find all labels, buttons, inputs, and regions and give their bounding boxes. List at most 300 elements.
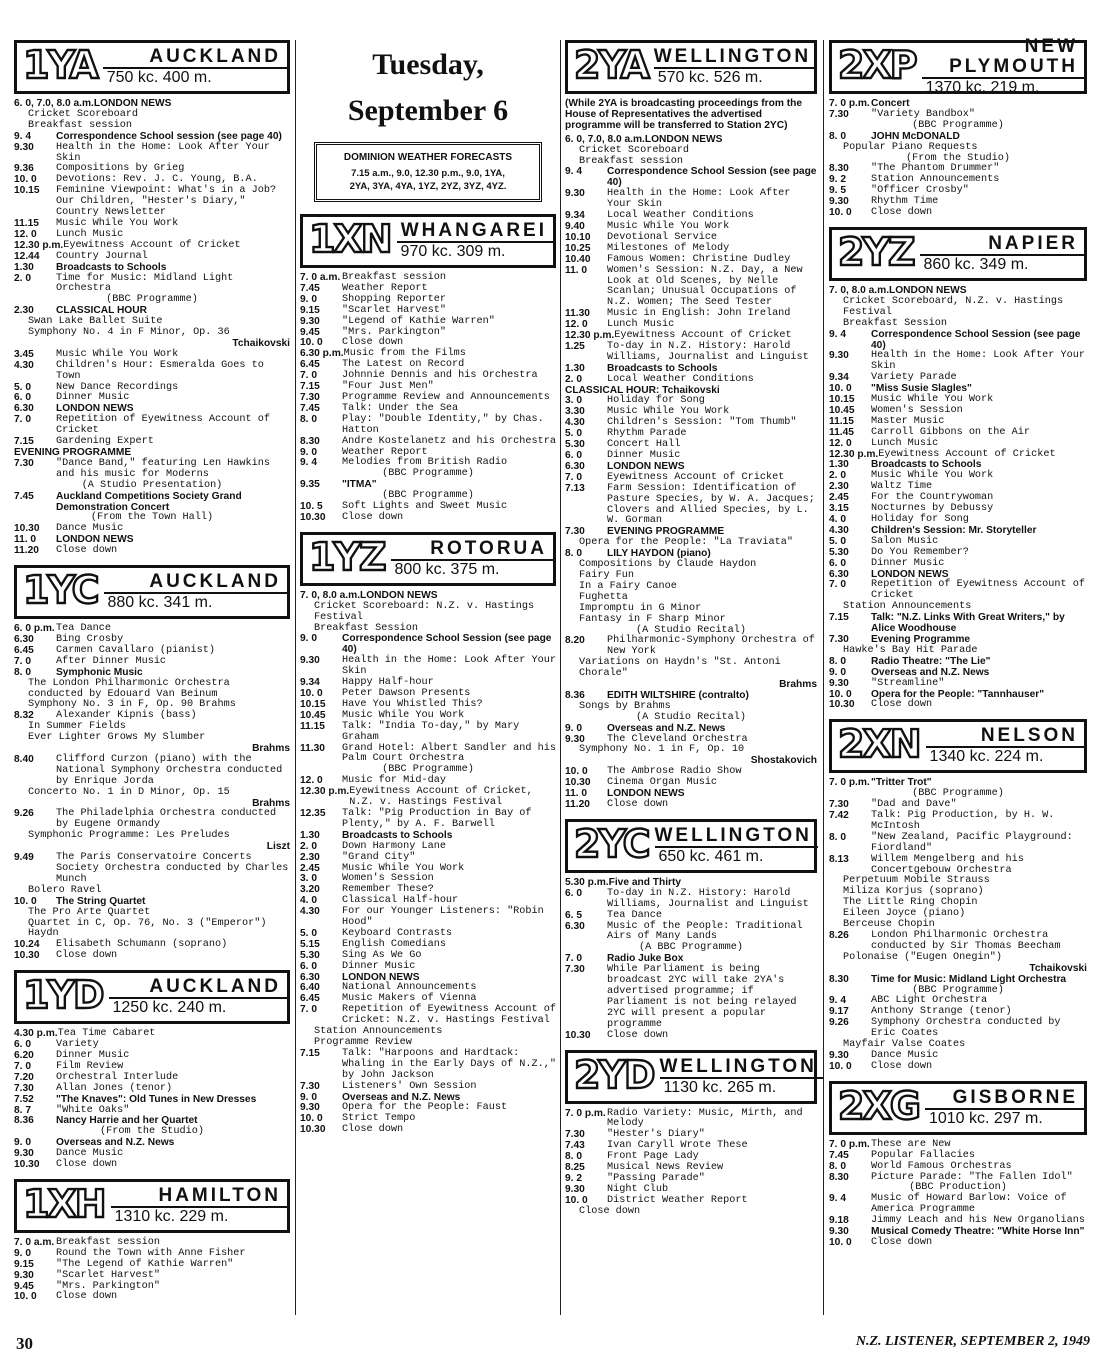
- programme-time: 2.30: [829, 481, 849, 493]
- programme-title: Night Club: [607, 1183, 669, 1195]
- programme-time: 8. 0: [14, 666, 31, 678]
- programme-time: 5.30: [565, 439, 585, 451]
- composer-name: Shostakovich: [750, 755, 817, 767]
- programme-entry: [829, 526, 1087, 537]
- programme-title: Close down: [607, 1029, 669, 1041]
- programme-time: 12. 0: [14, 228, 37, 240]
- programme-detail: Opera for the People: "La Traviata": [579, 537, 793, 549]
- programme-title: Country Journal: [56, 250, 148, 262]
- station-info: [99, 43, 287, 91]
- programme-time: 12.30 p.m.: [300, 786, 350, 798]
- programme-time: 3.20: [300, 884, 320, 896]
- station-frequency: 800 kc. 375 m.: [391, 559, 553, 579]
- programme-title: Carroll Gibbons on the Air: [871, 426, 1030, 438]
- programme-time: 7.15: [300, 381, 320, 393]
- station-frequency: 1130 kc. 265 m.: [660, 1077, 823, 1097]
- programme-time: 7.30: [565, 964, 585, 976]
- programme-credit: (BBC Programme): [912, 119, 1004, 131]
- programme-title: LONDON NEWS: [644, 133, 723, 145]
- programme-time: 8.30: [300, 435, 320, 447]
- programme-title: Farm Session: Identification of Pasture Species, by W. A. Jacques; Clovers and Allied Species, by L. W. Gorman: [607, 482, 815, 527]
- programme-title: Shopping Reporter: [342, 293, 446, 305]
- programme-title: "Mrs. Parkington": [342, 326, 446, 338]
- programme-entry: [565, 375, 817, 386]
- programme-time: 1.30: [829, 459, 849, 471]
- programme-title: Lunch Music: [871, 437, 939, 449]
- programme-title: "Scarlet Harvest": [342, 304, 446, 316]
- programme-time: 9.26: [829, 1017, 849, 1029]
- programme-title: Milestones of Melody: [607, 242, 730, 254]
- programme-entry: [829, 700, 1087, 711]
- programme-title: Close down: [871, 207, 933, 219]
- programme-time: 9.30: [829, 196, 849, 208]
- programme-time: 8.30: [829, 973, 849, 985]
- programme-time: 9. 0: [300, 293, 317, 305]
- programme-time: 9. 5: [829, 185, 846, 197]
- programme-entry: [300, 317, 556, 328]
- programme-entry: [14, 186, 290, 219]
- programme-title: The Paris Conservatoire Concerts Society Orchestra conducted by Charles Munch: [56, 852, 289, 885]
- programme-title: English Comedians: [342, 938, 446, 950]
- programme-time: 9. 0: [300, 633, 317, 645]
- programme-title: Happy Half-hour: [342, 677, 434, 689]
- programme-time: 10.45: [300, 709, 326, 721]
- programme-title: Film Review: [56, 1060, 124, 1072]
- programme-detail: Cricket Scoreboard, N.Z. v. Hastings Festival: [843, 295, 1064, 318]
- column-divider: [295, 40, 296, 1315]
- programme-title: LONDON NEWS: [871, 568, 949, 580]
- programme-title: Ivan Caryll Wrote These: [607, 1140, 748, 1152]
- programme-detail: The Little Ring Chopin: [843, 897, 978, 909]
- programme-detail: Symphony No. 3 in F, Op. 90 Brahms: [28, 699, 236, 711]
- station-header: [300, 532, 556, 586]
- programme-time: 9. 4: [300, 457, 317, 469]
- programme-title: Close down: [56, 1291, 118, 1303]
- programme-time: 8. 0: [565, 548, 582, 560]
- programme-entry: [14, 1095, 290, 1106]
- programme-detail: The London Philharmonic Orchestra conducted by Edouard Van Beinum: [28, 677, 230, 700]
- programme-entry: [829, 580, 1087, 602]
- station-city: NAPIER: [988, 232, 1078, 254]
- programme-entry: [300, 809, 556, 831]
- programme-time: 3. 0: [300, 873, 317, 885]
- programme-entry: [829, 811, 1087, 833]
- programme-time: 3.15: [829, 503, 849, 515]
- programme-title: Classical Half-hour: [342, 895, 459, 907]
- programme-time: 8.32: [14, 710, 34, 722]
- programme-title: LILY HAYDON (piano): [607, 548, 711, 560]
- programme-entry: [829, 931, 1087, 953]
- programme-entry: [300, 787, 556, 809]
- programme-detail: Symphony No. 1 in F, Op. 10: [579, 744, 745, 756]
- programme-title: Talk: "Pig Production in Bay of Plenty," by A. F. Barwell: [342, 807, 532, 830]
- programme-time: 7.42: [829, 810, 849, 822]
- programme-title: Close down: [56, 950, 118, 962]
- programme-title: Salon Music: [871, 535, 939, 547]
- programme-title: Concert: [871, 98, 910, 109]
- programme-entry: [829, 559, 1087, 570]
- programme-entry: [829, 132, 1087, 143]
- programme-title: "New Zealand, Pacific Playground: Fiordland": [871, 831, 1073, 854]
- programme-title: Close down: [56, 545, 118, 557]
- programme-time: 9. 4: [565, 166, 582, 178]
- programme-title: Lunch Music: [607, 319, 675, 331]
- station-city: WELLINGTON: [659, 1055, 817, 1077]
- station-listing-2xp: [829, 36, 1087, 219]
- programme-time: 9.30: [565, 188, 585, 200]
- programme-title: Variety Parade: [871, 372, 957, 384]
- programme-title: Music While You Work: [607, 220, 730, 232]
- programme-title: EVENING PROGRAMME: [607, 526, 725, 538]
- programme-time: 1.30: [300, 829, 320, 841]
- programme-title: Sing As We Go: [342, 949, 422, 961]
- programme-time: 6.30: [14, 633, 34, 645]
- programme-time: 10.30: [14, 523, 40, 535]
- programme-detail: Fairy Fun: [579, 569, 635, 581]
- programme-title: Grand Hotel: Albert Sandler and his Palm Court Orchestra: [342, 742, 556, 765]
- programme-title: Talk: Pig Production, by H. W. McIntosh: [871, 810, 1055, 832]
- programme-time: 10. 0: [300, 337, 323, 349]
- programme-time: 10. 0: [14, 895, 37, 907]
- programme-time: 2. 0: [829, 470, 846, 482]
- programme-time: 9.17: [829, 1006, 849, 1018]
- programme-credit: (BBC Production): [909, 1182, 1007, 1194]
- programme-time: 12. 0: [565, 319, 588, 331]
- programme-title: CLASSICAL HOUR: [56, 305, 147, 317]
- programme-entry: [565, 922, 817, 944]
- programme-title: Eyewitness Account of Cricket: [607, 471, 785, 483]
- programme-time: 7.30: [829, 108, 849, 120]
- programme-entry: [300, 328, 556, 339]
- programme-detail: Fughetta: [579, 591, 628, 603]
- programme-time: 9.45: [300, 326, 320, 338]
- programme-title: "The Legend of Kathie Warren": [56, 1258, 234, 1270]
- programme-time: 11.30: [300, 742, 325, 754]
- programme-time: 9.30: [829, 677, 849, 689]
- programme-title: Station Announcements: [871, 174, 1000, 186]
- programme-title: LONDON NEWS: [607, 788, 685, 800]
- programme-time: 9.49: [14, 852, 34, 864]
- programme-title: Musical News Review: [607, 1162, 724, 1174]
- programme-detail: Symphonic Programme: Les Preludes: [28, 830, 230, 842]
- programme-time: 8.30: [829, 1171, 849, 1183]
- composer-name: Tchaikovski: [232, 337, 290, 349]
- station-call-sign: 2XP: [838, 43, 916, 87]
- programme-time: 9.30: [565, 1183, 585, 1195]
- programme-credit: (From the Studio): [100, 1126, 204, 1138]
- station-header: [14, 565, 290, 619]
- programme-time: 8. 0: [565, 1151, 582, 1163]
- programme-entry: [565, 255, 817, 266]
- programme-time: 6. 0: [829, 557, 846, 569]
- programme-detail: Quartet in C, Op. 76, No. 3 ("Emperor") Haydn: [28, 917, 267, 940]
- programme-title: Jimmy Leach and his New Organolians: [871, 1215, 1085, 1227]
- programme-entry: [565, 636, 817, 658]
- station-frequency: 650 kc. 461 m.: [655, 846, 818, 866]
- column-3: [565, 40, 817, 1226]
- programme-time: 10. 0: [565, 1194, 588, 1206]
- programme-time: 2. 0: [14, 272, 31, 284]
- composer-name: Tchaikovski: [1029, 962, 1087, 974]
- programme-title: EDITH WILTSHIRE (contralto): [607, 689, 749, 701]
- programme-title: World Famous Orchestras: [871, 1160, 1012, 1172]
- station-info: [650, 43, 817, 91]
- column-2-listings: [300, 214, 556, 1136]
- programme-time: 6.20: [14, 1049, 34, 1061]
- station-listing-1xn: [300, 214, 556, 524]
- programme-title: "Hester's Diary": [607, 1129, 705, 1141]
- station-info: [107, 1182, 287, 1230]
- programme-entry: [829, 1051, 1087, 1062]
- programme-title: LONDON NEWS: [360, 589, 438, 601]
- programme-time: 10.10: [565, 231, 591, 243]
- programme-title: The Philadelphia Orchestra conducted by Eugene Ormandy: [56, 808, 277, 831]
- programme-title: Health in the Home: Look After Your Skin: [342, 655, 556, 678]
- programme-entry: [829, 208, 1087, 219]
- programme-time: 4.30: [829, 524, 849, 536]
- programme-entry: [829, 1238, 1087, 1249]
- station-frequency: 860 kc. 349 m.: [920, 254, 1084, 274]
- programme-time: 10.30: [14, 1159, 40, 1171]
- programme-time: 11.45: [829, 426, 854, 438]
- programme-title: Overseas and N.Z. News: [56, 1137, 175, 1149]
- programme-entry: [300, 962, 556, 973]
- section-heading: EVENING PROGRAMME: [14, 447, 132, 458]
- programme-time: 3.30: [565, 406, 585, 418]
- station-listing-1ya: [14, 40, 290, 557]
- programme-time: 5. 0: [829, 535, 846, 547]
- programme-time: 6. 0: [565, 450, 582, 461]
- programme-title: "Streamline": [871, 677, 945, 689]
- programme-entry: [14, 143, 290, 165]
- column-2: [300, 40, 556, 1144]
- programme-time: 11. 0: [14, 534, 37, 546]
- programme-detail: Perpetuum Mobile Strauss: [843, 875, 990, 887]
- programme-title: Broadcasts to Schools: [56, 261, 167, 273]
- programme-title: Johnnie Dennis and his Orchestra: [342, 370, 538, 382]
- programme-title: Time for Music: Midland Light Orchestra: [56, 272, 234, 295]
- station-frequency: 750 kc. 400 m.: [103, 67, 287, 87]
- programme-title: Willem Mengelberg and his Concertgebouw Orchestra: [871, 853, 1024, 876]
- programme-time: 11.20: [565, 799, 590, 810]
- programme-title: LONDON NEWS: [93, 98, 172, 109]
- programme-title: Correspondence School Session (see page 40): [607, 166, 817, 189]
- programme-title: For our Younger Listeners: "Robin Hood": [342, 906, 544, 929]
- station-call-sign: 1XN: [309, 217, 391, 261]
- programme-time: 6. 5: [565, 909, 582, 921]
- programme-entry: [14, 1084, 290, 1095]
- programme-time: 7. 0, 8.0 a.m.: [300, 589, 361, 601]
- programme-time: 8.40: [14, 753, 34, 765]
- station-note: (While 2YA is broadcasting proceedings from the House of Representatives the advertised programme will be transferred to Station 2YC): [565, 98, 802, 131]
- station-call-sign: 2XN: [838, 722, 920, 767]
- programme-detail: Compositions by Claude Haydon: [579, 559, 757, 571]
- programme-time: 8. 7: [14, 1104, 31, 1116]
- programme-time: 9.45: [14, 1280, 34, 1292]
- programme-time: 2.45: [300, 862, 320, 874]
- programme-time: 2.30: [14, 305, 34, 317]
- station-frequency: 880 kc. 341 m.: [104, 592, 288, 612]
- programme-title: The Ambrose Radio Show: [607, 766, 742, 778]
- programme-entry: [14, 252, 290, 263]
- programme-entry: [565, 451, 817, 462]
- programme-title: Health in the Home: Look After Your Skin: [56, 141, 270, 164]
- programme-time: 7.43: [565, 1140, 585, 1152]
- programme-title: Close down: [342, 511, 404, 523]
- programme-entry: [829, 351, 1087, 373]
- programme-time: 10. 0: [829, 1060, 852, 1072]
- station-listing-1yz: [300, 532, 556, 1136]
- programme-time: 10.30: [14, 950, 40, 962]
- programme-credit: (BBC Programme): [912, 788, 1004, 800]
- programme-time: 3.45: [14, 348, 34, 360]
- column-1: [14, 40, 290, 1311]
- programme-time: 10.30: [300, 1124, 326, 1136]
- composer-name: Brahms: [252, 797, 290, 809]
- programme-title: Breakfast session: [56, 1236, 160, 1248]
- programme-title: Radio Variety: Music, Mirth, and Melody: [607, 1107, 803, 1130]
- programme-time: 7.13: [565, 482, 585, 494]
- programme-entry: [565, 1174, 817, 1185]
- programme-title: Talk: "India To-day," by Mary Graham: [342, 720, 520, 743]
- programme-detail: In Summer Fields: [28, 721, 126, 733]
- programme-time: 10. 0: [300, 1113, 323, 1125]
- programme-entry: [14, 492, 290, 514]
- programme-time: 9.30: [829, 1226, 849, 1238]
- station-info: [393, 217, 553, 265]
- programme-title: "Dance Band," featuring Len Hawkins and his music for Moderns: [56, 457, 270, 480]
- programme-title: Time for Music: Midland Light Orchestra: [871, 973, 1067, 985]
- programme-time: 7. 0 p.m.: [829, 98, 870, 109]
- station-header: [829, 1081, 1087, 1135]
- programme-time: 8.13: [829, 853, 849, 865]
- programme-title: Overseas and N.Z. News: [342, 1091, 461, 1103]
- programme-entry: [829, 1151, 1087, 1162]
- programme-title: Music While You Work: [871, 470, 994, 482]
- programme-time: 7. 0 a.m.: [300, 272, 341, 283]
- column-divider: [823, 40, 824, 1315]
- programme-time: 2.45: [829, 492, 849, 504]
- programme-time: 12.30 p.m.: [829, 448, 879, 460]
- programme-detail: Variations on Haydn's "St. Antoni Chorale": [579, 657, 781, 680]
- programme-detail: In a Fairy Canoe: [579, 580, 677, 592]
- programme-title: Broadcasts to Schools: [342, 829, 453, 841]
- programme-entry: [829, 197, 1087, 208]
- programme-time: 5.30 p.m.: [565, 876, 609, 888]
- programme-time: 11.30: [565, 308, 590, 320]
- programme-time: 7.30: [565, 526, 585, 538]
- programme-detail: Ever Lighter Grows My Slumber: [28, 732, 206, 744]
- station-call-sign: 1YZ: [309, 534, 385, 579]
- programme-title: Music While You Work: [871, 394, 994, 406]
- programme-title: LONDON NEWS: [56, 403, 134, 415]
- programme-entry: [14, 1271, 290, 1282]
- programme-entry: [300, 1005, 556, 1027]
- programme-time: 10.30: [300, 511, 326, 523]
- station-info: [387, 535, 553, 583]
- programme-entry: [829, 1194, 1087, 1216]
- programme-entry: [14, 274, 290, 296]
- station-city: NEW PLYMOUTH: [949, 36, 1078, 77]
- station-city: GISBORNE: [952, 1086, 1078, 1108]
- programme-title: Master Music: [871, 415, 945, 427]
- programme-title: Talk: "N.Z. Links With Great Writers," by Alice Woodhouse: [871, 612, 1065, 635]
- programme-entry: [829, 406, 1087, 417]
- programme-detail: Cricket Scoreboard: [28, 108, 139, 120]
- programme-title: Five and Thirty: [608, 876, 682, 888]
- programme-title: While Parliament is being broadcast 2YC will take 2YA's advertised programme; if Parliament is not being relayed 2YC will present a popular programme: [607, 964, 797, 1030]
- programme-entry: [14, 546, 290, 557]
- programme-time: 2.30: [300, 851, 320, 863]
- programme-title: "White Oaks": [56, 1104, 130, 1116]
- programme-time: 7.30: [300, 391, 320, 403]
- programme-detail: Bolero Ravel: [28, 884, 102, 896]
- station-info: [916, 230, 1084, 278]
- programme-time: 1.25: [565, 340, 585, 352]
- programme-title: Picture Parade: "The Fallen Idol": [871, 1171, 1073, 1183]
- programme-detail: Concerto No. 1 in D Minor, Op. 15: [28, 786, 230, 798]
- station-info: [918, 36, 1084, 96]
- weather-title: DOMINION WEATHER FORECASTS: [343, 152, 513, 163]
- programme-title: Dinner Music: [56, 1049, 130, 1061]
- programme-title: Gardening Expert: [56, 436, 154, 448]
- programme-title: Opera for the People: Faust: [342, 1102, 508, 1114]
- programme-entry: [829, 668, 1087, 679]
- programme-time: 8.36: [14, 1115, 34, 1127]
- programme-title: Symphonic Music: [56, 666, 143, 678]
- station-header: [565, 40, 817, 94]
- programme-time: 4.30: [565, 417, 585, 429]
- programme-entry: [829, 690, 1087, 701]
- programme-title: Musical Comedy Theatre: "White Horse Inn": [871, 1226, 1085, 1238]
- programme-title: Radio Theatre: "The Lie": [871, 655, 991, 667]
- programme-detail: Close down: [579, 1205, 641, 1217]
- programme-time: 4.30: [300, 906, 320, 918]
- programme-entry: [565, 135, 817, 146]
- programme-title: Dinner Music: [871, 557, 945, 569]
- programme-time: 12. 0: [300, 775, 323, 787]
- programme-detail: Swan Lake Ballet Suite: [28, 316, 163, 328]
- programme-entry: [14, 809, 290, 831]
- programme-time: 9.34: [565, 210, 585, 222]
- programme-title: Weather Report: [342, 282, 428, 294]
- programme-title: Close down: [342, 337, 404, 349]
- programme-title: Overseas and N.Z. News: [871, 666, 990, 678]
- station-city: AUCKLAND: [149, 571, 281, 593]
- programme-entry: [565, 800, 817, 811]
- programme-title: Feminine Viewpoint: What's in a Job? Our Children, "Hester's Diary," Country Newsletter: [56, 185, 277, 219]
- programme-time: 9.30: [565, 733, 585, 745]
- programme-title: Broadcasts to Schools: [607, 362, 718, 374]
- station-frequency: 1370 kc. 219 m.: [922, 77, 1084, 97]
- programme-title: Correspondence School Session (see page 40): [342, 633, 552, 656]
- programme-detail: Cricket Scoreboard: [579, 144, 690, 156]
- programme-time: 10.15: [829, 394, 855, 406]
- station-header: [14, 970, 290, 1024]
- programme-time: 9.26: [14, 808, 34, 820]
- programme-entry: [829, 1227, 1087, 1238]
- programme-title: Nocturnes by Debussy: [871, 503, 994, 515]
- programme-time: 8.25: [565, 1162, 585, 1174]
- programme-title: LONDON NEWS: [56, 534, 134, 546]
- programme-title: "Scarlet Harvest": [56, 1269, 160, 1281]
- programme-entry: [300, 437, 556, 448]
- programme-entry: [300, 1125, 556, 1136]
- programme-title: Health in the Home: Look After Your Skin: [871, 350, 1085, 373]
- programme-title: Overseas and N.Z. News: [607, 722, 726, 734]
- programme-time: 11.15: [14, 217, 39, 229]
- programme-detail: Breakfast Session: [314, 622, 418, 634]
